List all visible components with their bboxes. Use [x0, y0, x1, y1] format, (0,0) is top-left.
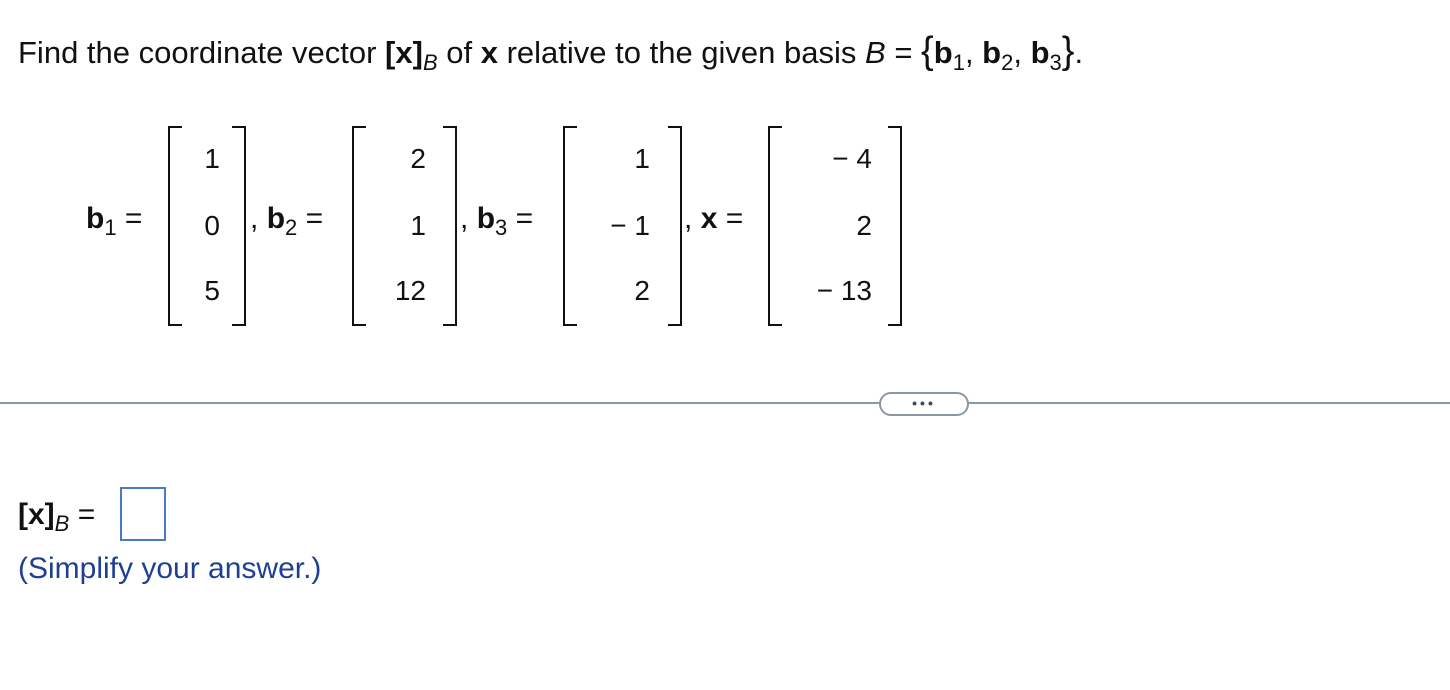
b2-name: b	[266, 202, 286, 235]
question-middle: relative to the given basis	[497, 35, 866, 70]
x-label	[684, 202, 743, 236]
b3-name: b	[476, 202, 496, 235]
b3-label	[460, 202, 534, 240]
period: .	[1074, 35, 1084, 70]
x-left-bracket	[768, 126, 782, 326]
question-prefix: Find the coordinate vector	[18, 35, 386, 70]
basis-b1: b	[933, 35, 953, 70]
basis-subscript: B	[422, 50, 438, 75]
b3-entry-1: 1	[634, 143, 650, 174]
x-name: x	[700, 202, 718, 235]
simplify-hint: (Simplify your answer.)	[18, 552, 322, 585]
answer-lhs: [x]	[18, 498, 55, 531]
b3-right-bracket	[668, 126, 682, 326]
x-right-bracket	[888, 126, 902, 326]
answer-input[interactable]	[120, 487, 166, 541]
b1-entry-3: 5	[204, 275, 220, 306]
b2-entry-2: 1	[410, 210, 426, 241]
answer-sub: B	[54, 511, 70, 536]
b1-sub: 1	[104, 215, 117, 240]
b3-subscript: 3	[1049, 50, 1062, 75]
answer-equals: =	[69, 498, 96, 531]
b3-left-bracket	[563, 126, 577, 326]
b2-subscript: 2	[1001, 50, 1014, 75]
b3-equals: =	[515, 202, 534, 235]
b3-comma: ,	[460, 202, 469, 235]
basis-b3: b	[1030, 35, 1050, 70]
x-entry-2: 2	[856, 210, 872, 241]
b2-entry-3: 12	[394, 275, 426, 306]
close-brace: }	[1061, 30, 1075, 72]
b2-label	[250, 202, 324, 240]
b1-entry-2: 0	[204, 210, 220, 241]
b1-name: b	[86, 202, 105, 235]
question-of: of	[437, 35, 481, 70]
section-divider	[0, 402, 1450, 404]
x-entry-1: − 4	[832, 143, 872, 174]
b1-label	[86, 202, 143, 240]
comma: ,	[1013, 35, 1031, 70]
more-options-button[interactable]: •••	[879, 392, 969, 416]
basis-symbol: B	[865, 35, 886, 70]
b3-entry-3: 2	[634, 275, 650, 306]
b1-entry-1: 1	[204, 143, 220, 174]
comma: ,	[964, 35, 983, 70]
b2-entry-1: 2	[410, 143, 426, 174]
b2-equals: =	[305, 202, 324, 235]
question-text	[18, 30, 1083, 73]
answer-label	[18, 498, 96, 536]
b2-sub: 2	[285, 215, 298, 240]
b1-right-bracket	[232, 126, 246, 326]
b1-left-bracket	[168, 126, 182, 326]
x-symbol: x	[480, 35, 498, 70]
x-entry-3: − 13	[816, 275, 872, 306]
b3-entry-2: − 1	[610, 210, 650, 241]
b1-subscript: 1	[952, 50, 965, 75]
x-equals: =	[725, 202, 744, 235]
b2-comma: ,	[250, 202, 259, 235]
b1-equals: =	[124, 202, 143, 235]
b2-left-bracket	[352, 126, 366, 326]
basis-b2: b	[982, 35, 1002, 70]
question-equals: =	[885, 35, 922, 70]
b3-sub: 3	[495, 215, 508, 240]
b2-right-bracket	[443, 126, 457, 326]
x-comma: ,	[684, 202, 693, 235]
coordinate-vector-symbol: [x]	[385, 35, 423, 70]
open-brace: {	[921, 30, 934, 72]
